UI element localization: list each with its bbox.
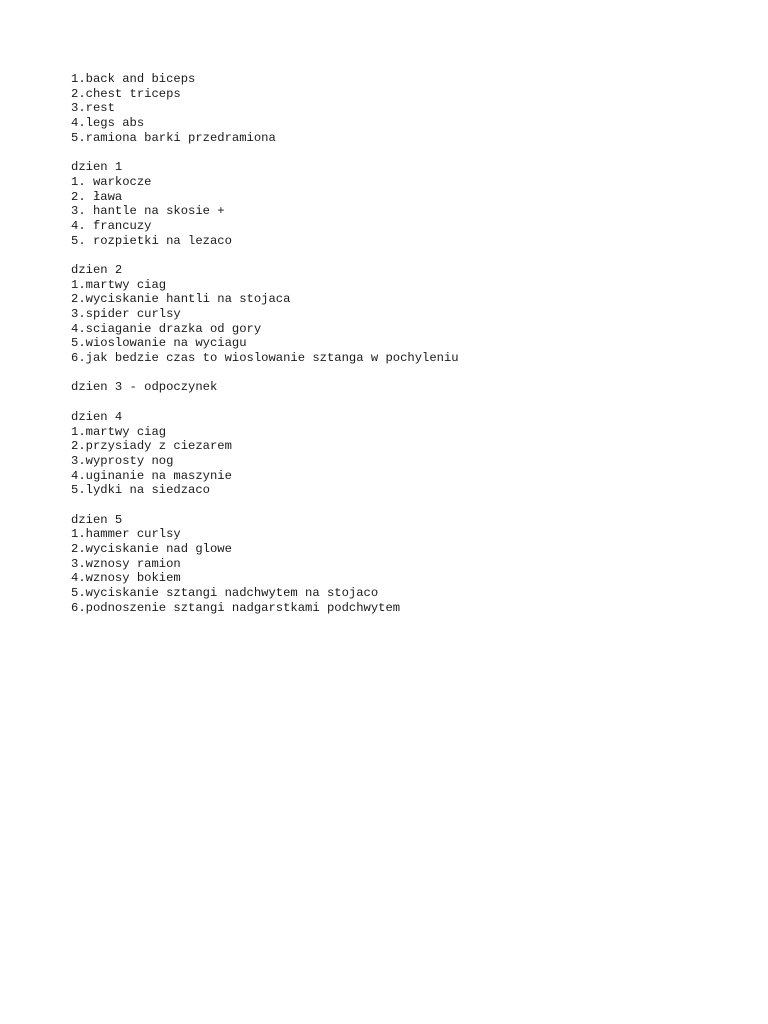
summary-item: 2.chest triceps — [71, 86, 181, 101]
exercise-item: 1.martwy ciag — [71, 424, 167, 439]
day-5-section — [71, 513, 751, 616]
summary-item: 1.back and biceps — [71, 72, 196, 86]
exercise-item: 4.sciaganie drazka od gory — [71, 321, 262, 336]
day-heading: dzien 5 — [71, 512, 123, 527]
exercise-item: 3.wznosy ramion — [71, 556, 181, 571]
exercise-item: 2.wyciskanie hantli na stojaca — [71, 292, 291, 307]
exercise-item: 4. francuzy — [71, 218, 152, 233]
summary-item: 4.legs abs — [71, 116, 145, 131]
exercise-item: 6.jak bedzie czas to wioslowanie sztanga w pochyleniu — [71, 351, 459, 366]
exercise-item: 5.wyciskanie sztangi nadchwytem na stojaco — [71, 586, 379, 601]
document-page — [71, 72, 751, 630]
exercise-item: 5.lydki na siedzaco — [71, 483, 210, 498]
day-2-section — [71, 263, 751, 366]
day-heading: dzien 3 - odpoczynek — [71, 380, 218, 395]
plan-summary — [71, 72, 751, 145]
exercise-item: 2.wyciskanie nad glowe — [71, 542, 232, 556]
day-1-section — [71, 160, 751, 248]
exercise-item: 1.martwy ciag — [71, 277, 167, 292]
exercise-item: 1. warkocze — [71, 174, 152, 189]
exercise-item: 4.wznosy bokiem — [71, 571, 181, 586]
day-heading: dzien 4 — [71, 409, 123, 424]
day-4-section — [71, 410, 751, 498]
exercise-item: 3.spider curlsy — [71, 307, 181, 321]
exercise-item: 5.wioslowanie na wyciagu — [71, 336, 247, 351]
exercise-item: 2.przysiady z ciezarem — [71, 439, 232, 454]
exercise-item: 1.hammer curlsy — [71, 527, 181, 542]
summary-item: 3.rest — [71, 101, 115, 116]
summary-item: 5.ramiona barki przedramiona — [71, 130, 276, 145]
exercise-item: 3. hantle na skosie + — [71, 204, 225, 219]
exercise-item: 6.podnoszenie sztangi nadgarstkami podchwytem — [71, 600, 401, 615]
day-3-section — [71, 380, 751, 395]
day-heading: dzien 2 — [71, 262, 123, 277]
exercise-item: 5. rozpietki na lezaco — [71, 233, 232, 248]
exercise-item: 3.wyprosty nog — [71, 453, 174, 468]
day-heading: dzien 1 — [71, 160, 123, 175]
exercise-item: 4.uginanie na maszynie — [71, 468, 232, 483]
exercise-item: 2. ława — [71, 189, 123, 204]
